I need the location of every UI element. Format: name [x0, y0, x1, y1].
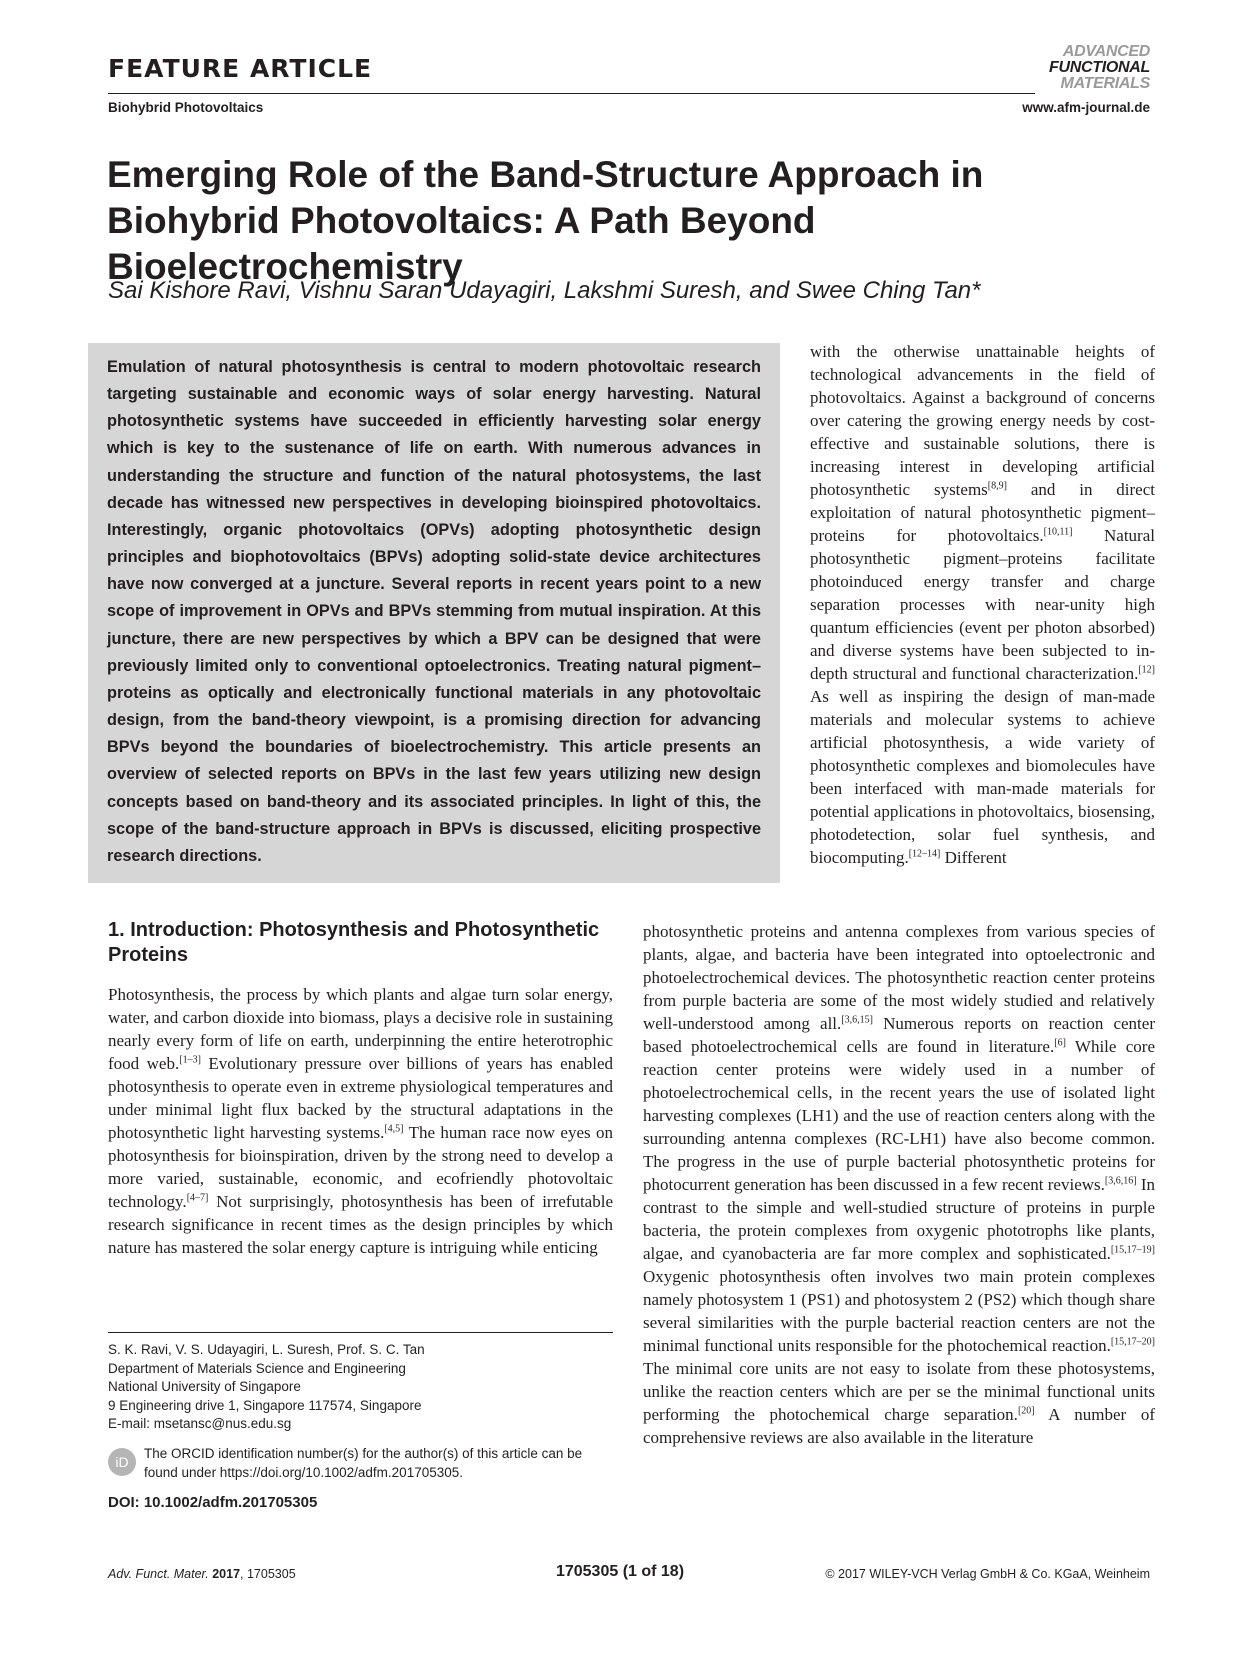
abstract-text: Emulation of natural photosynthesis is central to modern photovoltaic research targeting sustainable and economic ways of solar energy harvesting. Natural photosynthetic systems have succeeded in efficiently harvesting solar energy which is key to the sustenance of life on earth. With numerous advances in understanding the structure and function of the natural photosystems, the last decade has witnessed new perspectives in developing bioinspired photovoltaics. Interestingly, organic photovoltaics (OPVs) adopting photosynthetic design principles and biophotovoltaics (BPVs) adopting solid-state device architectures have now converged at a juncture. Several reports in recent years point to a new scope of improvement in OPVs and BPVs stemming from mutual inspiration. At this juncture, there are new perspectives by which a BPV can be designed that were previously limited only to conventional optoelectronics. Treating natural pigment–proteins as optically and electronically functional materials in any photovoltaic design, from the band-theory viewpoint, is a promising direction for advancing BPVs beyond the boundaries of bioelectrochemistry. This article presents an overview of selected reports on BPVs in the last few years utilizing new design concepts based on band-theory and its associated principles. In light of this, the scope of the band-structure approach in BPVs is discussed, eliciting prospective research directions.: [107, 358, 761, 865]
text-run: The human race now eyes on photosynthesis for bioinspiration, driven by the strong need to develop a more varied, sustainable, economic, and ecofriendly photovoltaic technology.: [108, 1123, 614, 1211]
text-run: Natural photosynthetic pigment–proteins facilitate photoinduced energy transfer and charge separation processes with near-unity high quantum efficiencies (event per photon absorbed) and diverse systems have been subjected to in-depth structural and functional characterization.: [810, 526, 1155, 683]
text-run: A number of comprehensive reviews are also available in the literature: [643, 1405, 1155, 1447]
affiliation-address: 9 Engineering drive 1, Singapore 117574, Singapore: [108, 1397, 422, 1413]
affiliation-university: National University of Singapore: [108, 1379, 301, 1395]
affiliation-email[interactable]: E-mail: msetansc@nus.edu.sg: [108, 1416, 292, 1432]
text-run: Photosynthesis, the process by which plants and algae turn solar energy, water, and carbon dioxide into biomass, plays a decisive role in sustaining nearly every form of life on earth, underpinning the entire heterotrophic food web.: [108, 985, 613, 1073]
section-heading-introduction: 1. Introduction: Photosynthesis and Photosynthetic Proteins: [108, 919, 600, 966]
text-run: photosynthetic proteins and antenna complexes from various species of plants, algae, and bacteria have been integrated into optoelectronic and photoelectrochemical devices. The photosynthetic reaction center proteins from purple bacteria are some of the most widely studied and relatively well-understood among all.: [643, 922, 1155, 1033]
affiliation-department: Department of Materials Science and Engineering: [108, 1360, 406, 1376]
text-run: Evolutionary pressure over billions of years has enabled photosynthesis to operate even in extreme physiological temperatures and under minimal light flux backed by the structural adaptations in the photosynthetic light harvesting systems.: [108, 1054, 614, 1142]
intro-paragraph-right-lower: [643, 920, 1155, 1449]
text-run: and in direct exploitation of natural photosynthetic pigment–proteins for photovoltaics.: [810, 480, 1155, 545]
footer-article-number: , 1705305: [240, 1567, 296, 1581]
citation-ref[interactable]: [8,9]: [987, 480, 1007, 492]
section-topic: Biohybrid Photovoltaics: [108, 100, 264, 115]
citation-ref[interactable]: [15,17–20]: [1110, 1336, 1155, 1348]
citation-ref[interactable]: [1–3]: [179, 1054, 201, 1066]
text-run: As well as inspiring the design of man-made materials and molecular systems to achieve artificial photosynthesis, a wide variety of photosynthetic complexes and biomolecules have been interfaced with man-made materials for potential applications in photovoltaics, biosensing, photodetection, solar fuel synthesis, and biocomputing.: [810, 687, 1155, 867]
orcid-note: The ORCID identification number(s) for the author(s) of this article can be found under https://doi.org/10.1002/adfm.201705305.: [144, 1446, 583, 1480]
journal-logo-line-3: MATERIALS: [1060, 75, 1150, 92]
journal-logo-line-1: ADVANCED: [1062, 43, 1150, 60]
footer-citation: [108, 1567, 296, 1581]
text-run: Numerous reports on reaction center based photoelectrochemical cells are found in literature.: [643, 1014, 1155, 1056]
citation-ref[interactable]: [3,6,15]: [841, 1014, 873, 1026]
author-affiliation: [108, 1341, 613, 1434]
article-title: Emerging Role of the Band-Structure Approach in Biohybrid Photovoltaics: A Path Beyond Bioelectrochemistry: [107, 154, 984, 287]
text-run: Oxygenic photosynthesis often involves two main protein complexes namely photosystem 1 (PS1) and photosystem 2 (PS2) which though share several similarities with the purple bacterial reaction centers are not the minimal functional units responsible for the photochemical reaction.: [643, 1267, 1155, 1355]
intro-paragraph-right-upper: [810, 340, 1155, 869]
citation-ref[interactable]: [4,5]: [384, 1123, 404, 1135]
citation-ref[interactable]: [3,6,16]: [1104, 1175, 1137, 1187]
text-run: Different: [940, 848, 1007, 867]
citation-ref[interactable]: [12]: [1138, 664, 1155, 676]
text-run: In contrast to the simple and well-studied structure of proteins in purple bacteria, the protein complexes from oxygenic phototrophs like plants, algae, and cyanobacteria are far more complex and sophisticated.: [643, 1175, 1155, 1263]
text-run: Not surprisingly, photosynthesis has been of irrefutable research significance in recent times as the design principles by which nature has mastered the solar energy capture is intriguing while enticing: [108, 1192, 613, 1257]
orcid-row: [108, 1445, 613, 1482]
doi-link[interactable]: DOI: 10.1002/adfm.201705305: [108, 1494, 318, 1511]
citation-ref[interactable]: [15,17–19]: [1110, 1244, 1155, 1256]
affiliation-names: S. K. Ravi, V. S. Udayagiri, L. Suresh, Prof. S. C. Tan: [108, 1342, 425, 1357]
footer-year: 2017: [212, 1567, 241, 1581]
text-run: with the otherwise unattainable heights of technological advancements in the field of photovoltaics. Against a background of concerns over catering the growing energy needs by cost-effective and sustainable solutions, there is increasing interest in developing artificial photosynthetic systems: [810, 342, 1155, 499]
page-number: 1705305 (1 of 18): [555, 1563, 685, 1580]
citation-ref[interactable]: [4–7]: [186, 1192, 209, 1204]
text-run: The minimal core units are not easy to isolate from these photosystems, unlike the reaction centers which are per se the minimal functional units performing the photochemical charge separation.: [643, 1359, 1155, 1424]
footer-journal-abbrev: Adv. Funct. Mater.: [108, 1567, 209, 1581]
journal-logo: [1020, 44, 1150, 92]
abstract-box: [88, 343, 780, 883]
feature-article-kicker: FEATURE ARTICLE: [108, 54, 373, 83]
footer-copyright: © 2017 WILEY-VCH Verlag GmbH & Co. KGaA, Weinheim: [825, 1567, 1150, 1581]
footnote-rule: [108, 1332, 613, 1333]
citation-ref[interactable]: [10,11]: [1043, 526, 1073, 538]
orcid-icon: iD: [108, 1448, 136, 1476]
header-rule: [108, 93, 1035, 94]
citation-ref[interactable]: [20]: [1017, 1405, 1035, 1417]
journal-logo-line-2: FUNCTIONAL: [1049, 59, 1150, 76]
text-run: While core reaction center proteins were widely used in a number of photoelectrochemical cells, in the recent years the use of isolated light harvesting complexes (LH1) and the use of reaction centers along with the surrounding antenna complexes (RC-LH1) have also become common. The progress in the use of purple bacterial photosynthetic proteins for photocurrent generation has been discussed in a few recent reviews.: [643, 1037, 1155, 1194]
journal-url-link[interactable]: www.afm-journal.de: [1022, 100, 1150, 115]
article-authors: Sai Kishore Ravi, Vishnu Saran Udayagiri, Lakshmi Suresh, and Swee Ching Tan*: [108, 277, 981, 304]
citation-ref[interactable]: [12–14]: [908, 848, 941, 860]
citation-ref[interactable]: [6]: [1054, 1037, 1066, 1049]
intro-paragraph-left: [108, 983, 613, 1259]
